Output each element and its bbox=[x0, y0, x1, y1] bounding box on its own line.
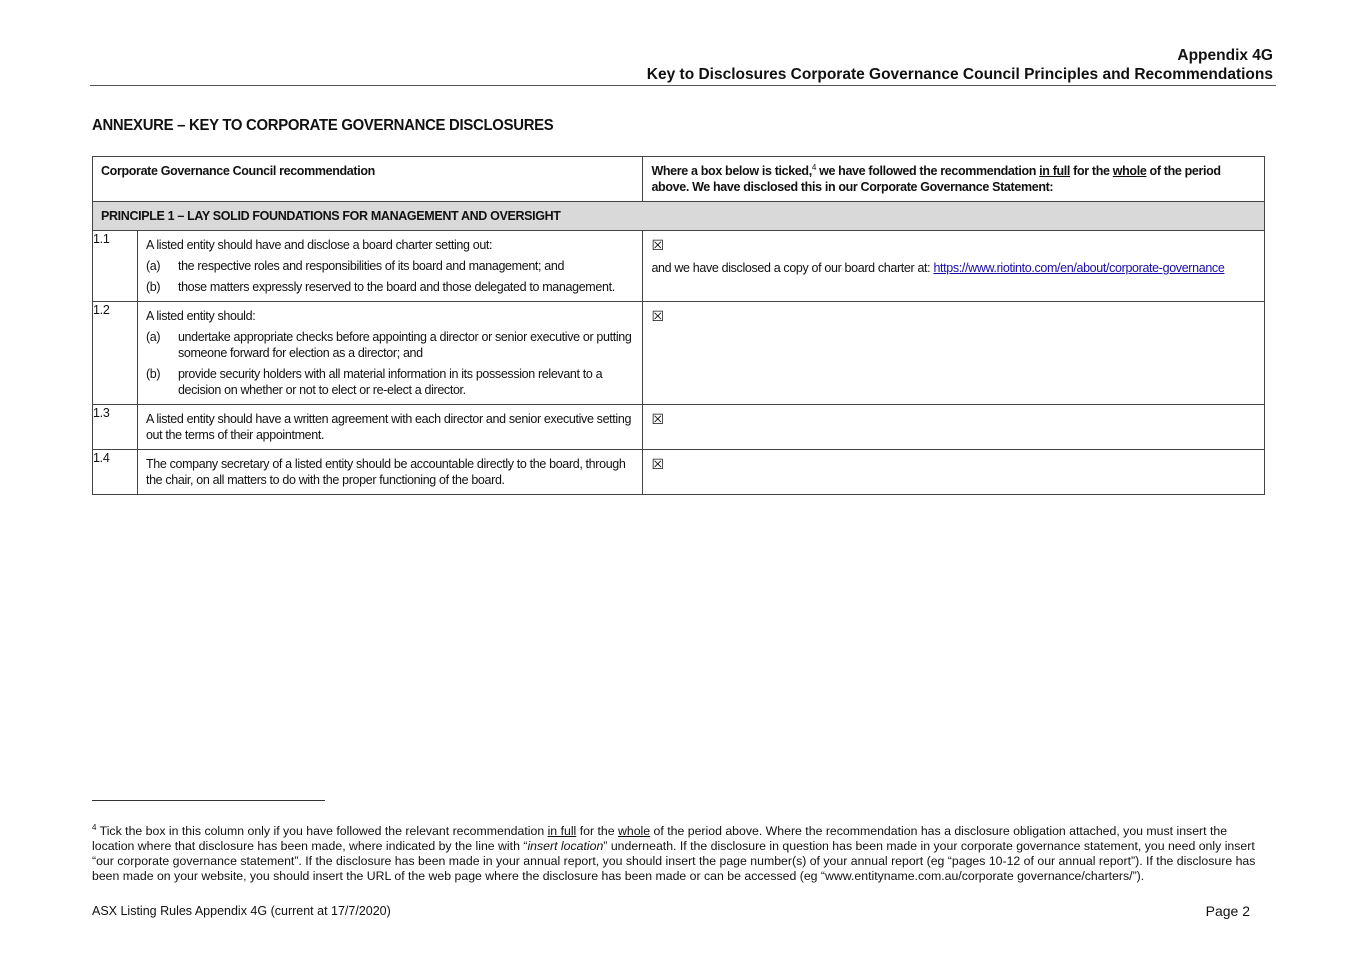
rec-item: (b) those matters expressly reserved to the board and those delegated to management. bbox=[145, 280, 615, 294]
rec-text bbox=[137, 302, 643, 405]
rec-text: A listed entity should have a written agreement with each director and senior executive setting out the terms of their appointment. bbox=[137, 405, 643, 450]
footer-doc-reference: ASX Listing Rules Appendix 4G (current at 17/7/2020) bbox=[92, 904, 391, 918]
table-row bbox=[93, 231, 1265, 302]
header-appendix-title: Appendix 4G bbox=[1177, 47, 1273, 64]
rec-text: The company secretary of a listed entity should be accountable directly to the board, through the chair, on all matters to do with the proper functioning of the board. bbox=[137, 450, 643, 495]
rec-number: 1.1 bbox=[93, 231, 138, 302]
col2-header-in-full: in full bbox=[1039, 164, 1071, 178]
table-row bbox=[93, 450, 1265, 495]
col2-header-text-b: we have followed the recommendation bbox=[815, 164, 1040, 178]
table-row bbox=[93, 302, 1265, 405]
rec-item: (b) provide security holders with all material information in its possession relevant to a decision on whether or not to elect or re-elect a director. bbox=[145, 367, 603, 397]
page-header bbox=[647, 46, 1273, 84]
col1-header: Corporate Governance Council recommendation bbox=[93, 157, 643, 202]
col2-header-text-d: of the period above. We have disclosed this in our Corporate Governance Statement: bbox=[651, 164, 1221, 194]
rec-disclosure bbox=[643, 450, 1265, 495]
col2-header-whole: whole bbox=[1112, 164, 1147, 178]
page-number: Page 2 bbox=[1205, 903, 1250, 919]
rec-intro: A listed entity should: bbox=[145, 309, 256, 323]
principle-row bbox=[93, 202, 1265, 231]
footnote-separator bbox=[92, 800, 325, 801]
rec-number: 1.2 bbox=[93, 302, 138, 405]
rec-number: 1.3 bbox=[93, 405, 138, 450]
rec-number: 1.4 bbox=[93, 450, 138, 495]
checked-box-icon[interactable]: ☒ bbox=[651, 238, 664, 254]
table-row bbox=[93, 405, 1265, 450]
disclosure-text: and we have disclosed a copy of our board charter at: bbox=[651, 261, 934, 275]
board-charter-link[interactable]: https://www.riotinto.com/en/about/corporate-governance bbox=[933, 261, 1225, 275]
col2-header-text-a: Where a box below is ticked, bbox=[651, 164, 812, 178]
annexure-title: ANNEXURE – KEY TO CORPORATE GOVERNANCE DISCLOSURES bbox=[92, 117, 554, 134]
rec-disclosure bbox=[643, 231, 1265, 302]
header-subtitle: Key to Disclosures Corporate Governance Council Principles and Recommendations bbox=[646, 66, 1273, 83]
rec-item: (a) undertake appropriate checks before appointing a director or senior executive or putting someone forward for election as a director; and bbox=[145, 330, 632, 360]
footnote-number: 4 bbox=[92, 822, 97, 832]
footnote-ref: 4 bbox=[811, 162, 816, 172]
checked-box-icon[interactable]: ☒ bbox=[651, 457, 665, 473]
checked-box-icon[interactable]: ☒ bbox=[651, 412, 665, 428]
rec-text bbox=[137, 231, 643, 302]
rec-disclosure bbox=[643, 405, 1265, 450]
header-rule bbox=[90, 85, 1276, 86]
rec-disclosure bbox=[643, 302, 1265, 405]
checked-box-icon[interactable]: ☒ bbox=[651, 309, 665, 325]
footnote: $^4$ Tick the box in this column only if you have followed the relevant recommendation in full for the whole of the period above. Where the recommendation has a disclosure obligation attached, you must insert the location where that disclosure has been made, where indicated by the line with “insert location” underneath. If the disclosure in question has been made in your corporate governance statement, you need only insert “our corporate governance statement”. If the disclosure has been made in your annual report, you should insert the page number(s) of your annual report (eg “pages 10-12 of our annual report”). If the disclosure has been made on your website, you should insert the URL of the web page where the disclosure has been made or can be accessed (eg “www.entityname.com.au/corporate governance/charters/”). bbox=[92, 822, 1256, 883]
principle-heading: PRINCIPLE 1 – LAY SOLID FOUNDATIONS FOR MANAGEMENT AND OVERSIGHT bbox=[101, 209, 561, 223]
col2-header bbox=[643, 157, 1265, 202]
col2-header-text-c: for the bbox=[1070, 164, 1113, 178]
rec-item: (a) the respective roles and responsibilities of its board and management; and bbox=[145, 259, 565, 273]
governance-table bbox=[92, 156, 1265, 495]
rec-intro: A listed entity should have and disclose a board charter setting out: bbox=[145, 238, 493, 252]
table-header-row bbox=[93, 157, 1265, 202]
